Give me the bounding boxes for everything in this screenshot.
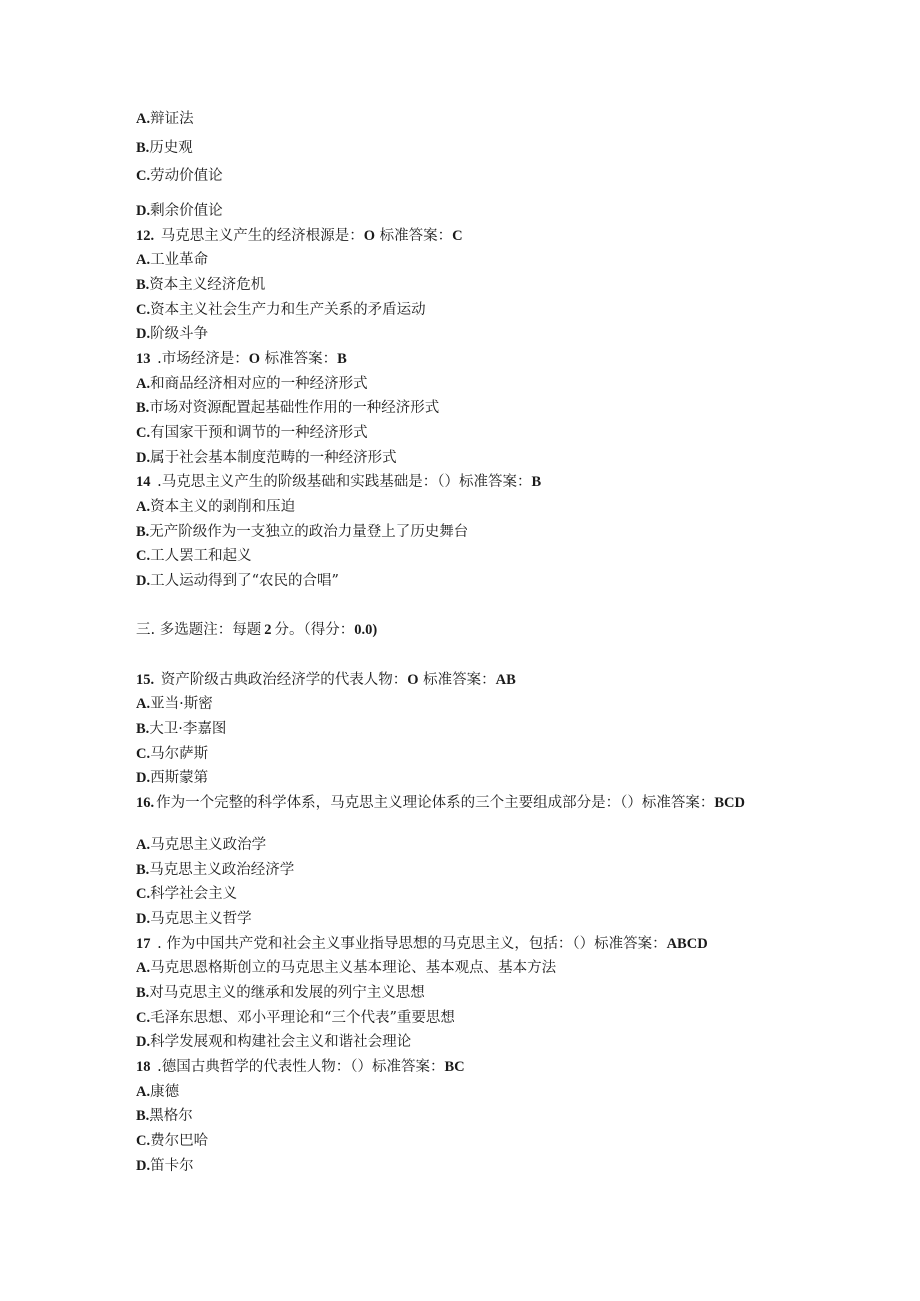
option-letter: D. [136,1034,151,1050]
option-letter: B. [136,524,150,540]
question-16 [136,794,776,812]
option-letter: D. [136,770,151,786]
option-text: 资本主义社会生产力和生产关系的矛盾运动 [150,302,426,318]
option-letter: C. [136,886,151,902]
section-points: 2 [264,622,272,638]
question-14 [136,473,541,491]
option-text: 资本主义经济危机 [149,277,266,293]
option-c [136,745,208,763]
option-c [136,547,252,565]
option-d [136,769,208,787]
option-text: 历史观 [149,140,193,156]
answer-key: B [337,351,347,367]
option-letter: B. [136,1108,150,1124]
option-letter: B. [136,985,150,1001]
option-text: 阶级斗争 [150,326,209,342]
option-d [136,1033,411,1051]
option-letter: A. [136,696,151,712]
option-a [136,251,208,269]
option-b [136,139,193,157]
option-letter: A. [136,1084,151,1100]
option-text: 笛卡尔 [150,1158,194,1174]
answer-key: B [531,474,542,490]
question-17 [136,935,708,953]
option-letter: A. [136,837,151,853]
option-text: 资本主义的剥削和压迫 [150,499,296,515]
option-letter: D. [136,573,151,589]
option-letter: D. [136,326,151,342]
option-a [136,695,213,713]
option-d [136,325,208,343]
option-text: 市场对资源配置起基础性作用的一种经济形式 [149,400,440,416]
option-d [136,910,252,928]
option-text: 马克思主义政治学 [150,837,267,853]
section-heading [136,621,377,639]
question-number: 16. [136,795,155,811]
question-number: 13 [136,351,151,367]
question-12 [136,227,463,245]
question-13 [136,350,347,368]
answer-label: 标准答案： [264,351,338,367]
question-number: 15. [136,672,155,688]
option-text: 工人运动得到了“农民的合唱” [150,573,339,589]
option-a [136,375,368,393]
option-d [136,1157,194,1175]
option-text: 有国家干预和调节的一种经济形式 [150,425,368,441]
option-c [136,167,223,185]
option-text: 毛泽东思想、邓小平理论和“三个代表”重要思想 [150,1010,455,1026]
option-letter: D. [136,911,151,927]
section-score: 0.0) [354,622,378,638]
option-text: 和商品经济相对应的一种经济形式 [150,376,368,392]
option-a [136,1083,179,1101]
option-letter: A. [136,499,151,515]
option-text: 工人罢工和起义 [150,548,252,564]
option-text: 马克思恩格斯创立的马克思主义基本理论、基本观点、基本方法 [150,960,557,976]
option-letter: C. [136,548,151,564]
question-stem: .德国古典哲学的代表性人物：（）标准答案： [152,1059,445,1075]
question-stem: 作为一个完整的科学体系，马克思主义理论体系的三个主要组成部分是：（）标准答案： [156,795,715,811]
option-b [136,984,425,1002]
option-b [136,523,468,541]
option-text: 西斯蒙第 [150,770,209,786]
question-number: 14 [136,474,151,490]
option-text: 工业革命 [150,252,209,268]
option-letter: A. [136,252,151,268]
option-text: 黑格尔 [149,1108,193,1124]
option-letter: B. [136,862,150,878]
answer-key: BC [444,1059,465,1075]
section-text: 三. 多选题注：每题 [136,622,262,638]
option-text: 亚当·斯密 [150,696,213,712]
option-text: 剩余价值论 [150,203,223,219]
option-text: 无产阶级作为一支独立的政治力量登上了历史舞台 [149,524,469,540]
question-stem: 资产阶级古典政治经济学的代表人物： [156,672,408,688]
option-letter: A. [136,111,151,127]
option-letter: C. [136,1010,151,1026]
option-text: 费尔巴哈 [150,1133,209,1149]
option-c [136,301,426,319]
option-letter: C. [136,302,151,318]
question-18 [136,1058,465,1076]
option-letter: D. [136,1158,151,1174]
option-letter: B. [136,721,150,737]
answer-label: 标准答案： [379,228,453,244]
section-text-2: 分。（得分： [274,622,355,638]
option-a [136,498,295,516]
option-d [136,572,339,590]
question-stem: 马克思主义产生的经济根源是： [156,228,364,244]
option-letter: C. [136,746,151,762]
option-c [136,1132,208,1150]
option-letter: A. [136,960,151,976]
answer-blank: O [407,672,419,688]
option-b [136,861,294,879]
option-letter: C. [136,168,151,184]
option-a [136,110,194,128]
option-letter: D. [136,450,151,466]
option-letter: B. [136,277,150,293]
option-text: 马尔萨斯 [150,746,209,762]
option-text: 科学发展观和构建社会主义和谐社会理论 [150,1034,412,1050]
option-b [136,1107,193,1125]
option-letter: B. [136,140,150,156]
answer-label: 标准答案： [423,672,496,688]
option-text: 科学社会主义 [150,886,238,902]
answer-key: AB [495,672,516,688]
option-a [136,836,266,854]
option-c [136,885,237,903]
answer-key: ABCD [666,936,708,952]
answer-key: BCD [714,795,745,811]
option-letter: C. [136,425,151,441]
option-b [136,276,265,294]
option-text: 对马克思主义的继承和发展的列宁主义思想 [149,985,425,1001]
question-stem: . 作为中国共产党和社会主义事业指导思想的马克思主义，包括：（）标准答案： [152,936,667,952]
answer-blank: O [363,228,376,244]
question-15 [136,671,516,689]
option-text: 马克思主义政治经济学 [149,862,295,878]
option-b [136,720,226,738]
question-stem: .马克思主义产生的阶级基础和实践基础是：（）标准答案： [152,474,532,490]
option-text: 属于社会基本制度范畴的一种经济形式 [150,450,397,466]
option-c [136,1009,455,1027]
question-stem: .市场经济是： [152,351,249,367]
option-b [136,399,439,417]
option-d [136,202,223,220]
answer-blank: O [248,351,260,367]
option-text: 康德 [150,1084,180,1100]
option-c [136,424,368,442]
option-letter: C. [136,1133,151,1149]
option-d [136,449,397,467]
answer-key: C [452,228,463,244]
option-text: 马克思主义哲学 [150,911,252,927]
option-letter: A. [136,376,151,392]
option-text: 大卫·李嘉图 [149,721,227,737]
option-text: 劳动价值论 [150,168,223,184]
option-letter: B. [136,400,150,416]
option-text: 辩证法 [150,111,194,127]
option-a [136,959,556,977]
question-number: 18 [136,1059,151,1075]
option-letter: D. [136,203,151,219]
question-number: 17 [136,936,151,952]
question-number: 12. [136,228,155,244]
